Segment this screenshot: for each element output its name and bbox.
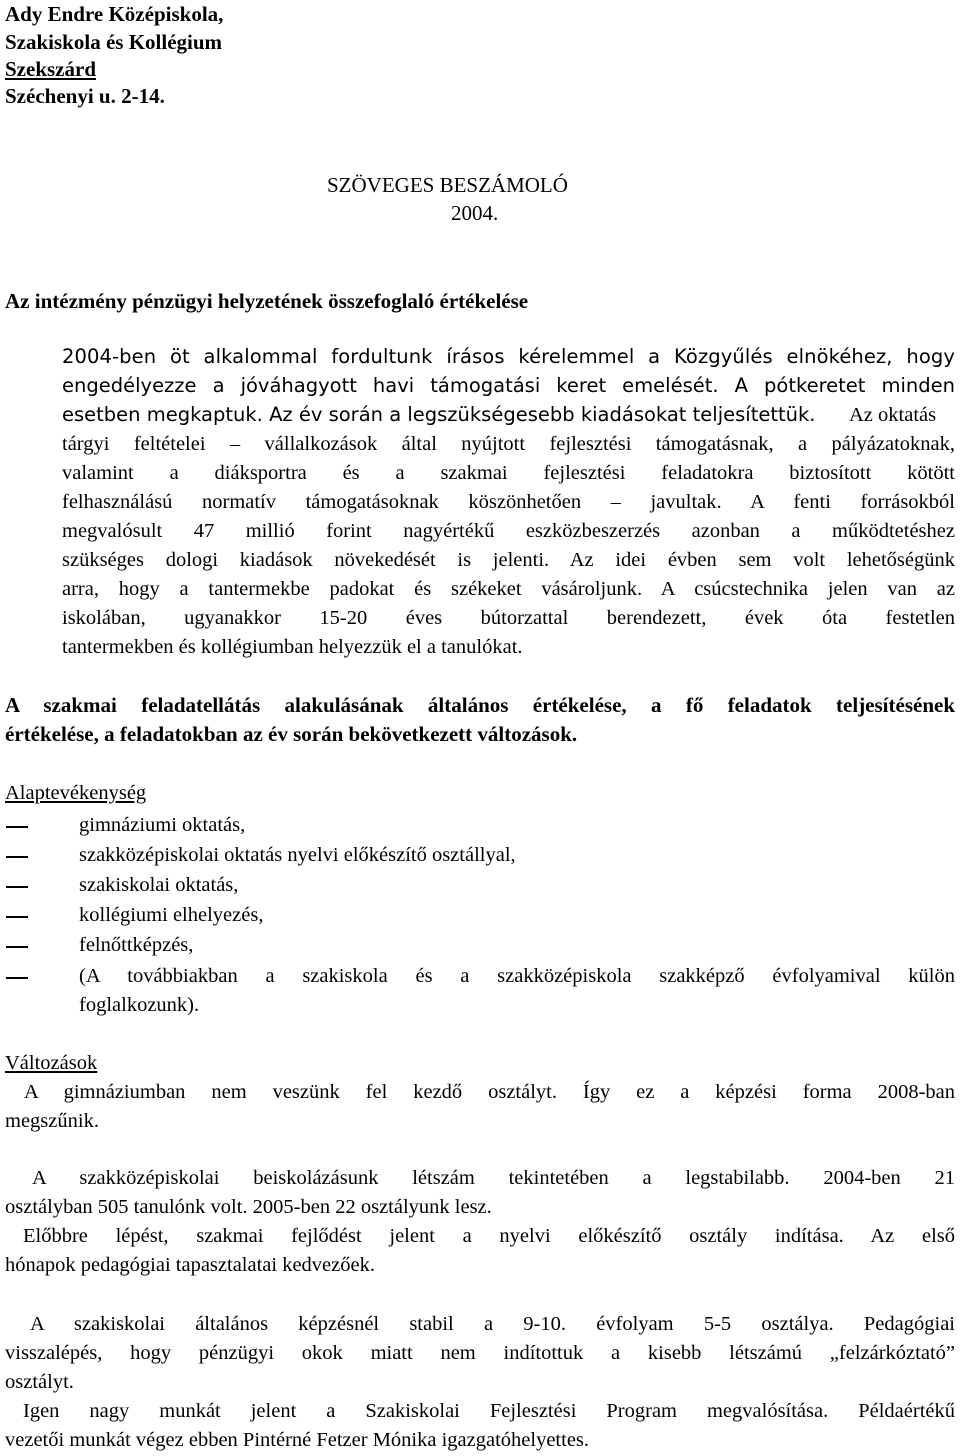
- alaptevekenyseg-heading: Alaptevékenység: [5, 782, 147, 804]
- section1-line-7: megvalósult 47 millió forint nagyértékű eszközbeszerzés azonban a működtetéshez: [62, 520, 955, 542]
- valtozasok-line-8: visszalépés, hogy pénzügyi okok miatt nem indítottuk a kisebb létszámú „felzárkóztató”: [5, 1342, 955, 1364]
- valtozasok-line-1: A gimnáziumban nem veszünk fel kezdő osztályt. Így ez a képzési forma 2008-ban: [24, 1081, 955, 1103]
- bullet-dash: [6, 826, 28, 828]
- document-title: SZÖVEGES BESZÁMOLÓ: [327, 173, 568, 197]
- bullet-dash: [6, 886, 28, 888]
- list-item: gimnáziumi oktatás,: [79, 814, 246, 836]
- section1-line-4: tárgyi feltételei – vállalkozások által nyújtott fejlesztési támogatásnak, a pályázatoknak,: [62, 433, 955, 455]
- list-item: (A továbbiakban a szakiskola és a szakközépiskola szakképző évfolyamival külön: [79, 965, 955, 987]
- valtozasok-line-10: Igen nagy munkát jelent a Szakiskolai Fejlesztési Program megvalósítása. Példaértékű: [23, 1400, 955, 1422]
- section1-line-5: valamint a diáksportra és a szakmai fejlesztési feladatokra biztosított kötött: [62, 462, 955, 484]
- section1-line-9: arra, hogy a tantermekbe padokat és székeket vásároljunk. A csúcstechnika jelen van az: [62, 578, 955, 600]
- list-item: kollégiumi elhelyezés,: [79, 904, 264, 926]
- section1-line-8: szükséges dologi kiadások növekedését is jelenti. Az idei évben sem volt lehetőségünk: [62, 549, 955, 571]
- section1-line-10: iskolában, ugyanakkor 15-20 éves bútorzattal berendezett, évek óta festetlen: [62, 607, 955, 629]
- valtozasok-line-7: A szakiskolai általános képzésnél stabil a 9-10. évfolyam 5-5 osztálya. Pedagógiai: [30, 1313, 955, 1335]
- section1-line-3a: esetben megkaptuk. Az év során a legszükségesebb kiadásokat teljesítettük.: [62, 403, 816, 426]
- list-item: szakközépiskolai oktatás nyelvi előkészítő osztállyal,: [79, 844, 516, 866]
- school-name-line1: Ady Endre Középiskola,: [5, 2, 224, 26]
- valtozasok-line-9: osztályt.: [5, 1371, 74, 1393]
- section2-heading-line1: A szakmai feladatellátás alakulásának általános értékelése, a fő feladatok teljesítésének: [5, 693, 955, 717]
- section1-line-6: felhasználású normatív támogatásoknak köszönhetően – javultak. A fenti forrásokból: [62, 491, 955, 513]
- bullet-dash: [6, 946, 28, 948]
- school-name-line2: Szakiskola és Kollégium: [5, 30, 223, 54]
- valtozasok-line-4: osztályban 505 tanulónk volt. 2005-ben 22 osztályunk lesz.: [5, 1196, 492, 1218]
- section1-line-3b: Az oktatás: [849, 404, 937, 426]
- list-item: szakiskolai oktatás,: [79, 874, 239, 896]
- school-street: Széchenyi u. 2-14.: [5, 84, 165, 108]
- bullet-dash: [6, 916, 28, 918]
- valtozasok-line-5: Előbbre lépést, szakmai fejlődést jelent a nyelvi előkészítő osztály indítása. Az első: [23, 1225, 955, 1247]
- document-year: 2004.: [451, 201, 499, 225]
- section1-line-11: tantermekben és kollégiumban helyezzük el a tanulókat.: [62, 636, 523, 658]
- bullet-dash: [6, 977, 28, 979]
- list-item: felnőttképzés,: [79, 934, 194, 956]
- valtozasok-line-3: A szakközépiskolai beiskolázásunk létszám tekintetében a legstabilabb. 2004-ben 21: [32, 1167, 955, 1189]
- school-city: Szekszárd: [5, 57, 96, 81]
- section1-heading: Az intézmény pénzügyi helyzetének összefoglaló értékelése: [5, 289, 529, 313]
- list-item-continuation: foglalkozunk).: [79, 994, 200, 1016]
- valtozasok-line-11: vezetői munkát végez ebben Pintérné Fetzer Mónika igazgatóhelyettes.: [5, 1429, 590, 1451]
- bullet-dash: [6, 856, 28, 858]
- section2-heading-line2: értékelése, a feladatokban az év során bekövetkezett változások.: [5, 722, 578, 746]
- section1-line-2: engedélyezze a jóváhagyott havi támogatási keret emelését. A pótkeretet minden: [62, 374, 955, 397]
- section1-line-1: 2004-ben öt alkalommal fordultunk írásos kérelemmel a Közgyűlés elnökéhez, hogy: [62, 345, 955, 368]
- valtozasok-line-2: megszűnik.: [5, 1110, 99, 1132]
- valtozasok-heading: Változások: [5, 1052, 98, 1074]
- valtozasok-line-6: hónapok pedagógiai tapasztalatai kedvezőek.: [5, 1254, 375, 1276]
